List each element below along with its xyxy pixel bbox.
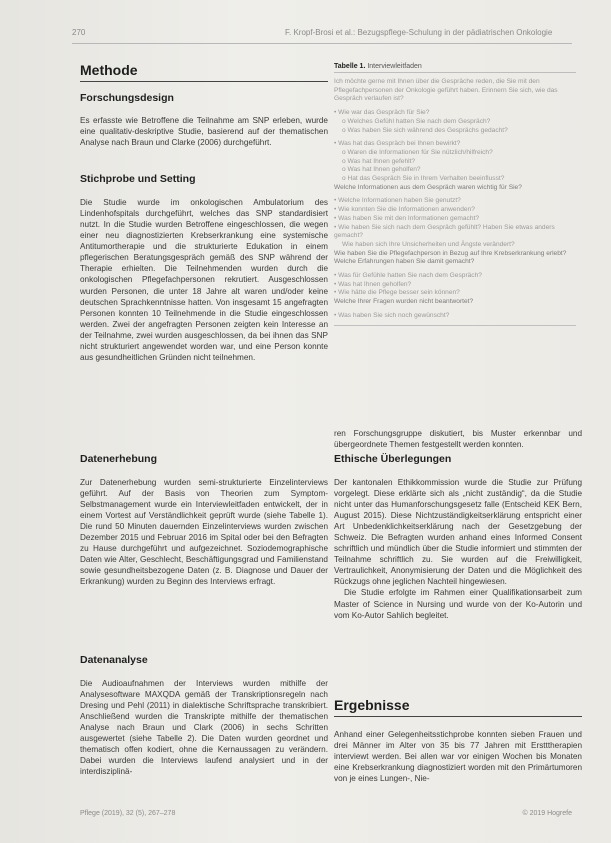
datenerhebung-heading: Datenerhebung (80, 453, 158, 465)
table-row: o Welches Gefühl hatten Sie nach dem Gespräch? (342, 117, 491, 125)
table-row: o Hat das Gespräch Sie in Ihrem Verhalten beeinflusst? (342, 175, 505, 183)
right-column-ethics (334, 453, 582, 621)
table-rows (334, 78, 576, 321)
table-row: Wie haben Sie die Pflegefachperson in Bezug auf Ihre Krebserkrankung erlebt? (334, 249, 567, 257)
right-column-results (334, 697, 582, 784)
table-row: Wie haben sich Ihre Unsicherheiten und Ängste verändert? (342, 240, 515, 248)
datenanalyse-paragraph: Die Audioaufnahmen der Interviews wurden mithilfe der Analysesoftware MAXQDA gemäß der Transkriptionsregeln nach Dresing und Pehl (2011) in dialektische Schriftsprache transkribiert. Anschließend wurden die Transkripte mithilfe der thematischen Analyse nach Braun und Clark (2006) in sechs Schritten ausgewertet (siehe Tabelle 2). Die Daten wurden geordnet und thematisch offen kodiert, ohne die Kernaussagen zu verändern. Dabei wurden die Interviews laufend analysiert und in der interdisziplinä- (80, 679, 328, 777)
table-row: • Was hat Ihnen geholfen? (334, 280, 412, 288)
forschungsdesign-heading: Forschungsdesign (80, 92, 174, 104)
page-number: 270 (72, 28, 86, 37)
table-row: • Wie war das Gespräch für Sie? (334, 109, 430, 117)
left-column-lower (80, 453, 328, 587)
table-caption-text: Interviewleitfaden (367, 63, 422, 70)
datenerhebung-paragraph: Zur Datenerhebung wurden semi-strukturierte Einzelinterviews geführt. Auf der Basis von Theorien zum Symptom-Selbstmanagement wurde ein Interviewleitfaden entwickelt, der in einem Vortest auf Verständlichkeit geprüft wurde (siehe Tabelle 1). Die rund 50 Minuten dauernden Einzelinterviews wurden zwischen Dezember 2015 und Februar 2016 im Spital oder bei den Befragten zu Hause durchgeführt und aufgezeichnet. Soziodemographische Daten wie Alter, Geschlecht, Beschäftigungsgrad und Familienstand sowie gesundheitsbezogene Daten (z. B. Diagnose und Dauer der Erkrankung) wurden zu Beginn des Interviews erfragt. (80, 478, 328, 587)
ethik-paragraph: Der kantonalen Ethikkommission wurde die Studie zur Prüfung vorgelegt. Diese erklärte sich als „nicht zuständig“, da die Studie nicht unter das Humanforschungsgesetz falle (Entscheid KEK Bern, August 2015). Diese Nichtzuständigkeitserklärung entspricht einer Art Unbedenklichkeitserklärung nach der Gesetzgebung der Schweiz. Die Befragten wurden anhand eines Informed Consent schriftlich und mündlich über die Studie informiert und stimmten der Teilnahme schriftlich zu. Sie wurden auf die Freiwilligkeit, Vertraulichkeit, Anonymisierung der Daten und die Möglichkeit des Rückzugs ohne jeglichen Nachteil hingewiesen. (334, 478, 582, 587)
left-column (80, 62, 328, 363)
table-row: Welche Ihrer Fragen wurden nicht beantwortet? (334, 298, 474, 306)
header-divider (72, 43, 572, 44)
table-row: • Wie haben Sie sich nach dem Gespräch gefühlt? Haben Sie etwas anders gemacht? (334, 223, 555, 240)
table-bottom-rule (334, 325, 576, 326)
ergebnisse-paragraph: Anhand einer Gelegenheitsstichprobe konnten sieben Frauen und drei Männer im Alter von 35 bis 77 Jahren mit Erstttherapien interviewt werden. Bei allen war vor einigen Wochen bis Monaten eine Krebserkrankung diagnostiziert worden mit den Primärtumoren von je eines Lungen-, Nie- (334, 730, 582, 784)
table-row: • Was hat das Gespräch bei Ihnen bewirkt? (334, 140, 461, 148)
page-header (0, 28, 611, 42)
interview-guide-table (334, 63, 576, 326)
table-row: o Waren die Informationen für Sie nützlich/hilfreich? (342, 148, 493, 156)
stichprobe-paragraph: Die Studie wurde im onkologischen Ambulatorium des Lindenhofspitals durchgeführt, welches das SNP standardisiert nutzt. In die Studie wurden Betroffene eingeschlossen, die wegen einer neu diagnostizierten Krebserkrankung eine systemische Antitumortherapie und die strukturierte Edukation in einem pflegerischen Beratungsgespräch gemäß des SNP während der Therapie erhielten. Die Teilnehmenden wurden durch die onkologischen Pflegefachpersonen rekrutiert. Ausgeschlossen wurden Personen, die unter 18 Jahre alt waren und/oder keine deutschen Sprachkenntnisse hatten. Von insgesamt 15 angefragten Personen konnten 10 Teilnehmende in die Studie eingeschlossen werden. Zwei der angefragten Personen zeigten kein Interesse an der Teilnahme, zwei wurden ausgeschlossen, da bei ihnen das SNP nicht strukturiert angewendet worden war, und eine Person konnte aus gesundheitlichen Gründen nicht teilnehmen. (80, 198, 328, 362)
table-row: • Was für Gefühle hatten Sie nach dem Gespräch? (334, 272, 482, 280)
table-row: Welche Erfahrungen haben Sie damit gemacht? (334, 258, 475, 266)
table-row: • Welche Informationen haben Sie genutzt? (334, 197, 461, 205)
copyright-notice: © 2019 Hogrefe (522, 810, 572, 817)
ethik-paragraph-2: Die Studie erfolgte im Rahmen einer Qualifikationsarbeit zum Master of Science in Nursing und wurde von der Ko-Autorin und vom Ko-Autor Sahlich begleitet. (334, 588, 582, 620)
analysis-continuation-paragraph: ren Forschungsgruppe diskutiert, bis Muster erkennbar und übergeordnete Themen festgestellt werden konnten. (334, 429, 582, 450)
table-row: Ich möchte gerne mit Ihnen über die Gespräche reden, die Sie mit den Pflegefachpersonen der Onkologie geführt haben. Erinnern Sie sich, wie das Gespräch verlaufen ist? (334, 78, 558, 103)
section-methode-heading: Methode (80, 62, 328, 82)
table-row: • Wie hätte die Pflege besser sein können? (334, 289, 460, 297)
table-row: o Was hat Ihnen gefehlt? (342, 157, 416, 165)
forschungsdesign-paragraph: Es erfasste wie Betroffene die Teilnahme am SNP erleben, wurde eine qualitativ-deskriptive Studie, basierend auf der thematischen Analyse nach Braun und Clarke (2006) durchgeführt. (80, 116, 328, 148)
table-row: • Was haben Sie mit den Informationen gemacht? (334, 214, 480, 222)
section-ergebnisse-heading: Ergebnisse (334, 697, 582, 717)
running-title: F. Kropf-Brosi et al.: Bezugspflege-Schulung in der pädiatrischen Onkologie (285, 28, 553, 37)
table-row: o Was hat Ihnen geholfen? (342, 166, 421, 174)
table-row: Welche Informationen aus dem Gespräch waren wichtig für Sie? (334, 183, 522, 191)
ethik-heading: Ethische Überlegungen (334, 453, 452, 465)
table-row: • Wie konnten Sie die Informationen anwenden? (334, 206, 475, 214)
right-column (334, 428, 582, 450)
table-row: o Was haben Sie sich während des Gesprächs gedacht? (342, 126, 508, 134)
stichprobe-heading: Stichprobe und Setting (80, 173, 196, 186)
table-label: Tabelle 1. (334, 63, 366, 70)
left-column-bottom (80, 654, 328, 777)
datenanalyse-heading: Datenanalyse (80, 654, 148, 666)
journal-citation: Pflege (2019), 32 (5), 267–278 (80, 810, 176, 817)
table-row: • Was haben Sie sich noch gewünscht? (334, 311, 450, 319)
table-caption (334, 63, 576, 73)
